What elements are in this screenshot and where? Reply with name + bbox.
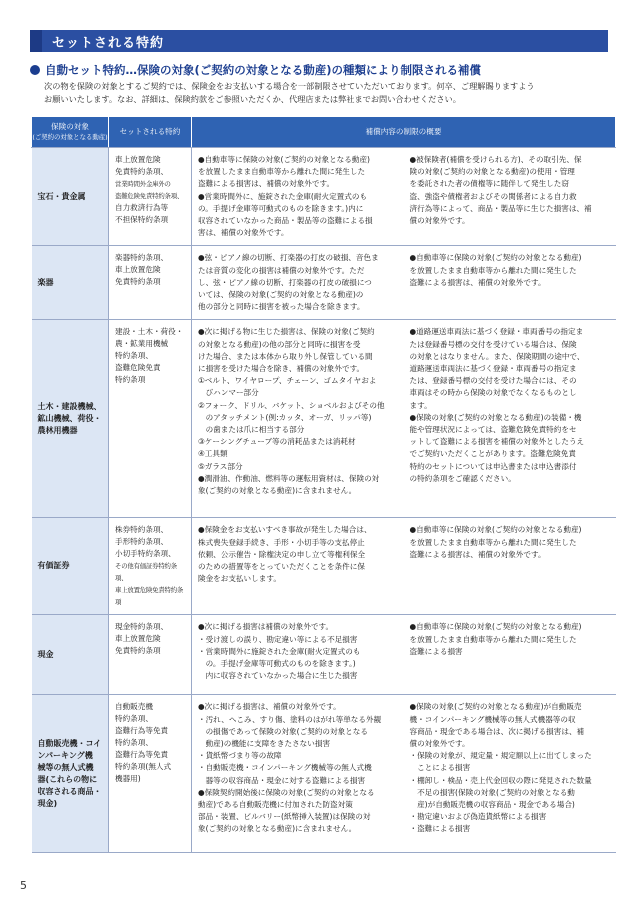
special-clause-line: 車上放置危険 <box>115 265 161 275</box>
limit-line: ●潤滑油、作動油、燃料等の運転用資材は、保険の対 <box>198 473 380 483</box>
limit-line: ⑤ガラス部分 <box>198 461 243 471</box>
table-row <box>32 148 616 246</box>
limit-line: ●自動車等に保険の対象(ご契約の対象となる動産) <box>409 622 582 632</box>
limit-line: ●次に掲げる損害は補償の対象外です。 <box>198 622 334 632</box>
special-clause-line: 機器用) <box>115 774 141 784</box>
table-row <box>32 246 616 320</box>
bullet-icon <box>30 65 40 75</box>
limit-line: ●被保険者(補償を受けられる方)、その取引先、保 <box>409 155 582 164</box>
limit-line: ことによる損害 <box>409 763 471 773</box>
limit-line: 盗難による損害は、補償の対象外です。 <box>409 549 546 559</box>
limit-line: けた場合、または本体から取り外し保管している間 <box>198 351 373 361</box>
limit-line: 特約のセットについては申込書または申込書添付 <box>409 461 577 471</box>
row-category <box>32 148 109 246</box>
category-line: 器(これらの物に <box>37 774 98 784</box>
limit-line: 険金をお支払いします。 <box>198 574 281 584</box>
limit-line: を放置したまま自動車等から離れた間に発生した <box>409 537 577 547</box>
limit-line: ●保険金をお支払いすべき事故が発生した場合は、 <box>198 525 372 535</box>
category-line: 農林用機器 <box>37 425 78 435</box>
section-title: セットされる特約 <box>52 35 165 51</box>
header-object-line: 保険の対象 <box>51 122 89 131</box>
limit-line: ●道路運送車両法に基づく登録・車両番号の指定ま <box>409 327 584 337</box>
limit-item <box>198 701 398 786</box>
special-clause-line: 小切手特約条項、 <box>115 549 176 559</box>
limit-item <box>198 787 398 836</box>
table-row <box>32 518 616 615</box>
limit-line: 道路運送車両法に基づく登録・車両番号の指定ま <box>409 364 577 374</box>
special-clause-line: その他有価証券特約条項、 <box>115 562 177 583</box>
limit-line: ます。 <box>409 400 432 410</box>
limit-line: 機・コインパーキング機械等の無人式機器等の収 <box>409 714 576 724</box>
limit-line: 不足の損害(保険の対象(ご契約の対象となる動 <box>409 787 575 797</box>
header-limits: 補償内容の制限の概要 <box>192 117 616 148</box>
limit-line: を放置したまま自動車等から離れた間に発生した <box>409 634 577 644</box>
category-line: 鉱山機械、荷役・ <box>37 413 102 423</box>
limit-line: の損傷であって保険の対象(ご契約の対象となる <box>198 726 368 736</box>
page-number: 5 <box>20 879 27 892</box>
limit-line: の対象となる動産)の他の部分と同時に損害を受 <box>198 339 361 349</box>
limit-item <box>198 154 398 191</box>
limit-line: ・保険の対象が、規定量・規定額以上に出てしまった <box>409 751 592 761</box>
special-clause-line: 楽器特約条項、 <box>115 253 169 263</box>
limit-line: ●自動車等に保険の対象(ご契約の対象となる動産) <box>198 155 371 164</box>
limit-line: のアタッチメント(例:カッタ、オーガ、リッパ等) <box>198 412 372 422</box>
special-clause-line: 手形特約条項、 <box>115 537 169 547</box>
limit-line: の。手提げ金庫等可動式のものを除きます。) <box>198 659 356 669</box>
limit-line: の。手提げ金庫等可動式のものを除きます。)内に <box>198 203 364 213</box>
limit-line: 部品・装置、ビルバリー(紙幣挿入装置)は保険の対 <box>198 812 371 822</box>
special-clause-line: 免責特約条項 <box>115 277 161 287</box>
limit-line: たは登録番号標の交付を受けている場合は、保険 <box>409 339 577 349</box>
subheading <box>30 62 620 78</box>
limit-line: ①ベルト、ワイヤロープ、チェーン、ゴムタイヤおよ <box>198 376 377 386</box>
limit-line: 動産)である自動販売機に付加された防盗対策 <box>198 800 353 810</box>
limit-item <box>198 252 398 313</box>
row-category <box>32 695 109 853</box>
special-clause-line: 車上放置危険 <box>115 634 161 644</box>
limit-line: ●自動車等に保険の対象(ご契約の対象となる動産) <box>409 525 582 535</box>
category-line: 械等の無人式機 <box>37 762 94 772</box>
limit-line: を放置したまま自動車等から離れた間に発生した <box>409 265 577 275</box>
special-clause-line: 農・鉱業用機械 <box>115 339 169 349</box>
limit-line: ●保険の対象(ご契約の対象となる動産)が自動販売 <box>409 702 582 712</box>
header-object-sub: (ご契約の対象となる動産) <box>32 133 108 141</box>
row-limits-left <box>192 246 404 320</box>
limit-line: ●弦・ピアノ線の切断、打楽器の打皮の破損、音色ま <box>198 253 379 263</box>
intro-line: 次の物を保険の対象とするご契約では、保険金をお支払いする場合を一部制限させていただいております。何卒、ご理解賜りますよう <box>44 81 535 91</box>
header-object <box>32 117 109 148</box>
limit-line: に損害を受けた場合を除き、補償の対象外です。 <box>198 364 365 374</box>
special-clause-line: 盗難危険免責特約条項、 <box>115 192 184 200</box>
limit-line: 盗難による損害は、補償の対象外です。 <box>409 277 546 287</box>
limit-line: 盗難による損害は、補償の対象外です。 <box>198 179 335 189</box>
special-clause-line: 車上放置危険 <box>115 155 161 164</box>
row-category <box>32 246 109 320</box>
limit-item <box>198 473 398 497</box>
category-line: 現金 <box>37 649 54 659</box>
row-special-clauses <box>109 246 192 320</box>
limit-line: 依頼、公示催告・除権決定の申し立て等権利保全 <box>198 549 366 559</box>
category-line: 土木・建設機械、 <box>37 401 102 411</box>
row-limits-right <box>404 320 616 518</box>
limit-line: ●次に掲げる損害は、補償の対象外です。 <box>198 702 341 712</box>
limit-line: を委託された者の債権等に随伴して発生した窃 <box>409 179 569 189</box>
row-limits-left <box>192 518 404 615</box>
row-limits-left <box>192 615 404 695</box>
row-special-clauses <box>109 695 192 853</box>
limit-line: 償の対象外です。 <box>409 216 470 226</box>
special-clause-line: 自力救済行為等 <box>115 203 169 212</box>
section-header <box>30 30 608 52</box>
row-special-clauses <box>109 148 192 246</box>
row-special-clauses <box>109 518 192 615</box>
limit-line: 険の対象(ご契約の対象となる動産)の使用・管理 <box>409 167 575 177</box>
limit-line: いては、保険の対象(ご契約の対象となる動産)の <box>198 290 364 300</box>
limit-line: 収容されていなかった商品・製品等の盗難による損 <box>198 216 373 226</box>
limit-line: ③ケーシングチューブ等の消耗品または消耗材 <box>198 437 356 447</box>
limit-line: の対象とはなりません。また、保険期間の途中で、 <box>409 351 585 361</box>
limit-line: 盗難による損害 <box>409 646 463 656</box>
category-line: 収容される商品・ <box>37 786 102 796</box>
row-limits-left <box>192 148 404 246</box>
special-clause-line: 盗難危険免責 <box>115 363 161 373</box>
limit-line: 産)が自動販売機の収容商品・現金である場合) <box>409 800 575 810</box>
special-clause-line: 自動販売機 <box>115 702 153 712</box>
limit-item <box>198 524 398 585</box>
category-line: 自動販売機・コイ <box>37 738 102 748</box>
row-category <box>32 518 109 615</box>
category-line: 宝石・貴金属 <box>37 191 86 201</box>
limit-line: 車両はその時から保険の対象でなくなるものとし <box>409 388 577 398</box>
subheading-text: 自動セット特約…保険の対象(ご契約の対象となる動産)の種類により制限される補償 <box>45 63 482 77</box>
limit-line: ・勘定違いおよび偽造貨紙幣による損害 <box>409 812 547 822</box>
category-line: 有価証券 <box>37 561 70 571</box>
limit-line: ●保険契約開始後に保険の対象(ご契約の対象となる <box>198 787 375 797</box>
header-special: セットされる特約 <box>109 117 192 148</box>
limit-item <box>410 524 610 561</box>
limit-line: ④工具類 <box>198 449 228 459</box>
special-clause-line: 免責特約条項、 <box>115 167 169 176</box>
special-clause-line: 特約条項、 <box>115 738 153 748</box>
special-clause-line: 車上放置危険免責特約条項 <box>115 586 184 607</box>
limit-line: 済行為等によって、商品・製品等に生じた損害は、補 <box>409 203 592 213</box>
limit-line: 象(ご契約の対象となる動産)に含まれません。 <box>198 486 357 496</box>
category-line: ンパーキング機 <box>37 750 93 760</box>
limit-line: 他の部分と同時に損害を被った場合を除きます。 <box>198 302 365 312</box>
special-clause-line: 盗難行為等免責 <box>115 750 169 760</box>
limit-item <box>198 191 398 240</box>
special-clause-line: 不担保特約条項 <box>115 215 169 224</box>
table-row <box>32 320 616 518</box>
limit-item <box>410 701 610 835</box>
limit-line: ・営業時間外に施錠された金庫(耐火定置式のも <box>198 646 361 656</box>
special-clause-line: 現金特約条項、 <box>115 622 169 632</box>
limit-item <box>410 252 610 289</box>
limit-line: ・貨紙幣づまり等の故障 <box>198 751 282 761</box>
row-limits-right <box>404 148 616 246</box>
limit-item <box>410 154 610 227</box>
row-limits-right <box>404 695 616 853</box>
limit-line: 器等の収容商品・現金に対する盗難による損害 <box>198 775 366 785</box>
special-clause-line: 特約条項 <box>115 375 146 385</box>
limit-line: 内に収容されていなかった場合に生じた損害 <box>198 671 358 681</box>
row-limits-left <box>192 320 404 518</box>
limit-line: 株式喪失登録手続き、手形・小切手等の支払停止 <box>198 537 365 547</box>
special-clause-line: 営業時間外金庫外の <box>115 180 171 188</box>
special-clause-line: 株券特約条項、 <box>115 525 169 535</box>
row-category <box>32 320 109 518</box>
limit-item <box>410 621 610 658</box>
limit-line: びハンマー部分 <box>198 388 259 398</box>
limit-line: ・汚れ、へこみ、すり傷、塗料のはがれ等単なる外観 <box>198 714 382 724</box>
special-clause-line: 免責特約条項 <box>115 646 161 656</box>
limit-line: のための措置等をとっていただくことを条件に保 <box>198 562 365 572</box>
intro-line: お願いいたします。なお、詳細は、保険約款をご参照いただくか、代理店または弊社までお問い合わせください。 <box>44 94 461 104</box>
limit-line: ・棚卸し・検品・売上代金回収の際に発見された数量 <box>409 775 592 785</box>
limit-line: 象(ご契約の対象となる動産)に含まれません。 <box>198 824 357 834</box>
special-clause-line: 特約条項(無人式 <box>115 762 172 772</box>
category-line: 楽器 <box>37 277 54 287</box>
special-clause-line: 特約条項、 <box>115 351 153 361</box>
limit-line: ・受け渡しの誤り、勘定違い等による不足損害 <box>198 634 358 644</box>
special-clause-line: 盗難行為等免責 <box>115 726 169 736</box>
restriction-table <box>31 116 616 853</box>
limit-line: ・自動販売機・コインパーキング機械等の無人式機 <box>198 763 372 773</box>
limit-line: ●営業時間外に、施錠された金庫(耐火定置式のも <box>198 191 368 201</box>
table-header-row <box>32 117 616 148</box>
limit-line: ●保険の対象(ご契約の対象となる動産)の装備・機 <box>409 412 582 422</box>
special-clause-line: 建設・土木・荷役・ <box>115 327 184 337</box>
limit-line: たは音質の変化の損害は補償の対象外です。ただ <box>198 265 365 275</box>
row-limits-right <box>404 246 616 320</box>
limit-item <box>198 326 398 472</box>
limit-line: 動産)の機能に支障をきたさない損害 <box>198 739 331 749</box>
table-row <box>32 615 616 695</box>
table-row <box>32 695 616 853</box>
limit-line: し、弦・ピアノ線の切断、打楽器の打皮の破損につ <box>198 277 372 287</box>
row-limits-left <box>192 695 404 853</box>
limit-line: たは、登録番号標の交付を受けた場合には、その <box>409 376 577 386</box>
limit-line: ●次に掲げる物に生じた損害は、保険の対象(ご契約 <box>198 327 375 337</box>
limit-line: を放置したまま自動車等から離れた間に発生した <box>198 167 366 177</box>
limit-line: ②フォーク、ドリル、バケット、ショベルおよびその他 <box>198 400 385 410</box>
row-category <box>32 615 109 695</box>
limit-line: 盗、強盗や債権者およびその関係者による自力救 <box>409 191 577 201</box>
row-special-clauses <box>109 320 192 518</box>
limit-item <box>410 326 610 411</box>
limit-line: でご契約いただくことがあります。盗難危険免責 <box>409 449 576 459</box>
row-limits-right <box>404 615 616 695</box>
limit-item <box>410 412 610 485</box>
limit-line: ・盗難による損害 <box>409 824 471 834</box>
row-special-clauses <box>109 615 192 695</box>
row-limits-right <box>404 518 616 615</box>
limit-line: 害は、補償の対象外です。 <box>198 228 289 238</box>
limit-line: 容商品・現金である場合は、次に掲げる損害は、補 <box>409 726 585 736</box>
limit-line: ットして盗難による損害を補償の対象外としたうえ <box>409 437 585 447</box>
limit-line: の特約条項をご確認ください。 <box>409 473 516 483</box>
limit-line: ●自動車等に保険の対象(ご契約の対象となる動産) <box>409 253 582 263</box>
limit-line: 償の対象外です。 <box>409 739 470 749</box>
limit-line: の歯または爪に相当する部分 <box>198 425 305 435</box>
special-clause-line: 特約条項、 <box>115 714 153 724</box>
limit-item <box>198 621 398 682</box>
limit-line: 能や管理状況によっては、盗難危険免責特約をセ <box>409 425 577 435</box>
intro-paragraph <box>44 80 614 106</box>
category-line: 現金) <box>37 798 58 808</box>
